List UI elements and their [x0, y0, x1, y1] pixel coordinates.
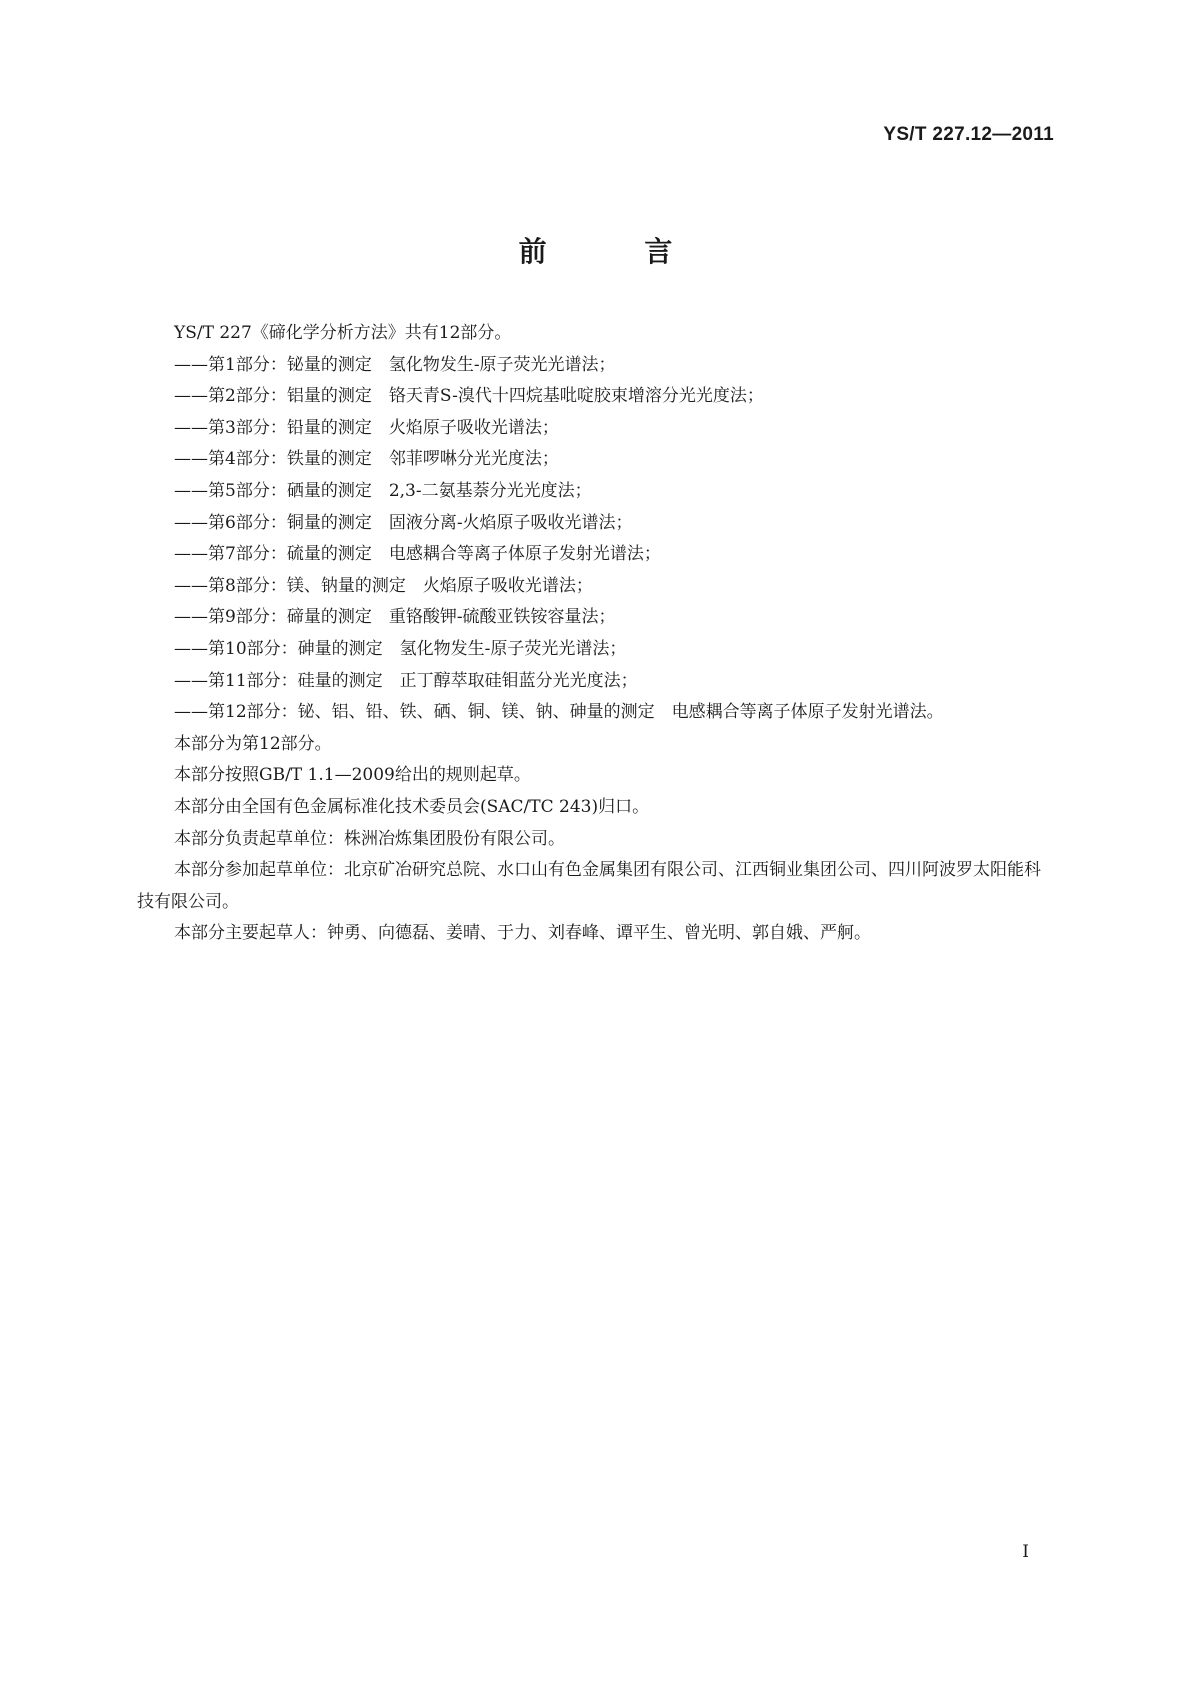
part-list-item: ——第9部分：碲量的测定 重铬酸钾-硫酸亚铁铵容量法；	[174, 607, 616, 628]
paragraph-committee: 本部分由全国有色金属标准化技术委员会(SAC/TC 243)归口。	[174, 796, 650, 817]
paragraph-part-number: 本部分为第12部分。	[174, 733, 332, 754]
page-title: 前 言	[518, 235, 717, 268]
part-list-item: ——第10部分：砷量的测定 氢化物发生-原子荧光光谱法；	[174, 638, 627, 659]
part-list-item: ——第11部分：硅量的测定 正丁醇萃取硅钼蓝分光光度法；	[174, 670, 638, 691]
part-list-item: ——第3部分：铅量的测定 火焰原子吸收光谱法；	[174, 417, 559, 438]
paragraph-intro: YS/T 227《碲化学分析方法》共有12部分。	[174, 323, 512, 343]
part-list-item: ——第5部分：硒量的测定 2,3-二氨基萘分光光度法；	[174, 480, 592, 501]
part-list-item: ——第6部分：铜量的测定 固液分离-火焰原子吸收光谱法；	[174, 512, 633, 533]
part-list-item: ——第8部分：镁、钠量的测定 火焰原子吸收光谱法；	[174, 575, 593, 596]
foreword-body	[137, 318, 1054, 950]
part-list-item: ——第12部分：铋、铝、铅、铁、硒、铜、镁、钠、砷量的测定 电感耦合等离子体原子发射光谱法。	[174, 702, 944, 723]
part-list-item: ——第2部分：铝量的测定 铬天青S-溴代十四烷基吡啶胶束增溶分光光度法；	[174, 386, 764, 407]
page-number: I	[1022, 1542, 1029, 1562]
standard-code: YS/T 227.12—2011	[883, 124, 1054, 145]
paragraph-main-drafters: 本部分主要起草人：钟勇、向德磊、姜晴、于力、刘春峰、谭平生、曾光明、郭自娥、严舸。	[174, 923, 871, 944]
paragraph-participating-drafters: 本部分参加起草单位：北京矿冶研究总院、水口山有色金属集团有限公司、江西铜业集团公司、四川阿波罗太阳能科技有限公司。	[137, 860, 1041, 912]
part-list-item: ——第4部分：铁量的测定 邻菲啰啉分光光度法；	[174, 449, 559, 470]
paragraph-drafting-rules: 本部分按照GB/T 1.1—2009给出的规则起草。	[174, 765, 531, 786]
part-list-item: ——第7部分：硫量的测定 电感耦合等离子体原子发射光谱法；	[174, 544, 661, 565]
paragraph-lead-drafter: 本部分负责起草单位：株洲冶炼集团股份有限公司。	[174, 828, 565, 849]
part-list-item: ——第1部分：铋量的测定 氢化物发生-原子荧光光谱法；	[174, 354, 616, 375]
